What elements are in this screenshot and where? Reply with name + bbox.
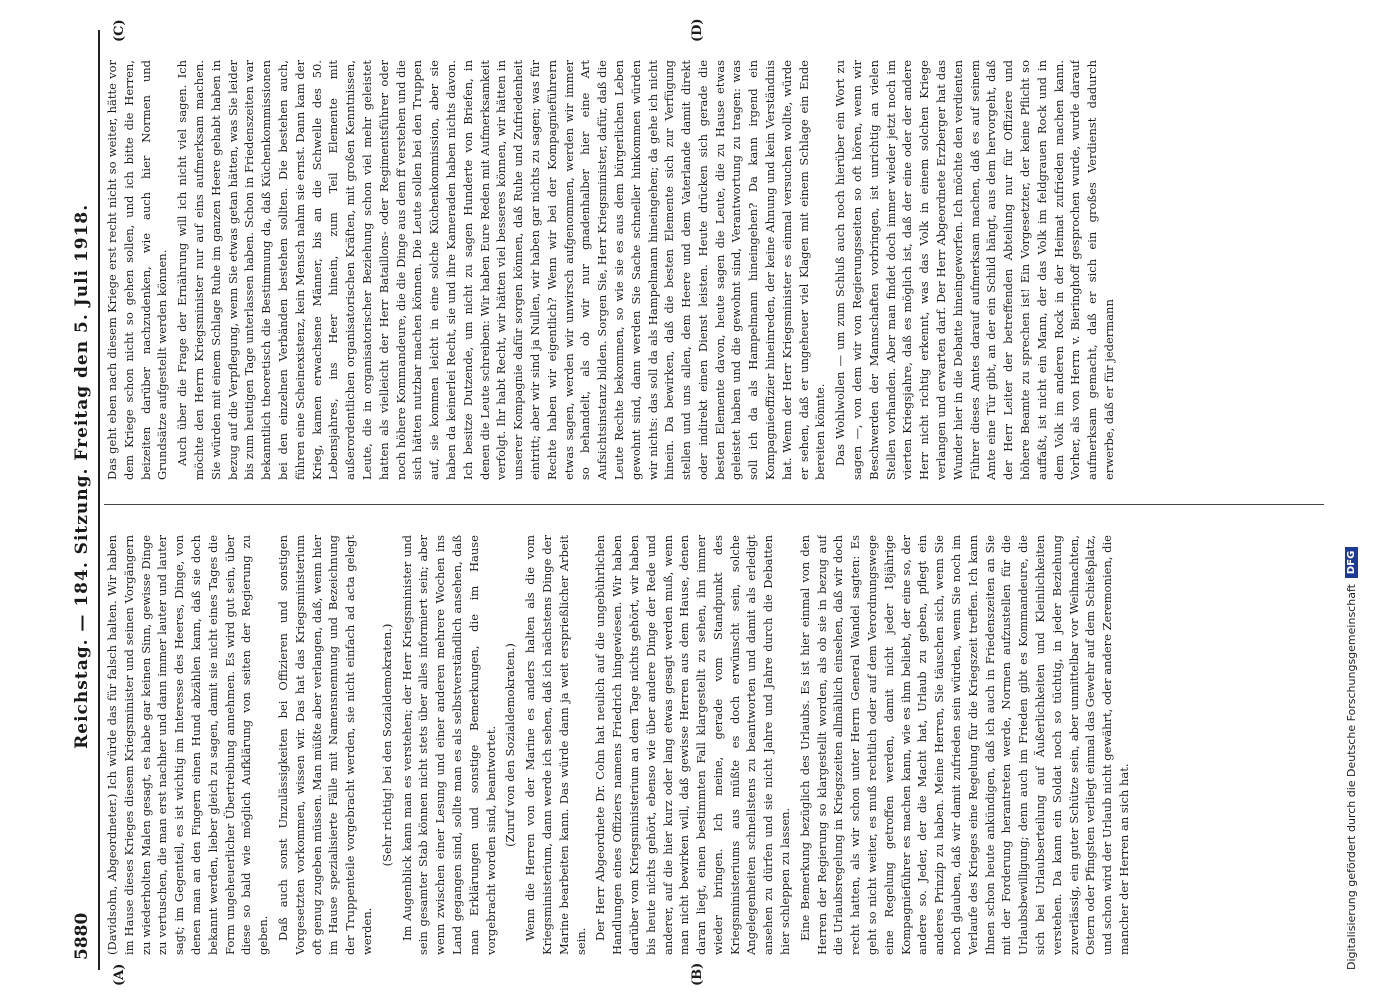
interjection: (Sehr richtig! bei den Sozialdemokraten.) [379, 623, 394, 867]
margin-marker-c: (C) [112, 19, 127, 42]
paragraph: Im Augenblick kann man es verstehen; der Herr Kriegsminister und sein gesamter Stab können nicht stets über alles informiert sein; aber wenn zwischen einer Lesung und einer anderen mehrere Wochen ins Land gegangen sind, sollte man es als selbstverständlich ansehen, daß man Erklärungen und sonstige Bemerkungen, die im Hause vorgebracht worden sind, beantwortet. [399, 535, 498, 955]
dfg-logo: DFG [1345, 547, 1358, 578]
paragraph: Das Wohlwollen — um zum Schluß auch noch hierüber ein Wort zu sagen —, von dem wir von Regierungsseiten so oft hören, wenn wir Beschwerden der Mannschaften vorbringen, ist unrichtig an vielen Stellen vorhanden. Aber man findet doch immer wieder jetzt noch im vierten Kriegsjahre, daß es möglich ist, daß der eine oder der andere Herr nicht richtig erkennt, was das Volk in einem solchen Kriege verlangen und erwarten darf. Der Herr Abgeordnete Erzberger hat das Wunder hier in die Debatte hineingeworfen. Ich möchte den verdienten Führer dieses Amtes darauf aufmerksam machen, daß es auf seinem Amte eine Tür gibt, an der ein Schild hängt, aus dem hervorgeht, daß der Herr Leiter der betreffenden Abteilung nur für Offiziere und höhere Beamte zu sprechen ist! Ein Vorgesetzter, der keine Pflicht so auffaßt, ist nicht ein Mann, der das Volk im feldgrauen Rock und in dem Volk im anderen Rock in der Heimat zufrieden machen kann. Vorher, als von Herrn v. Bieringhoff gesprochen wurde, wurde darauf aufmerksam gemacht, daß er sich ein großes Verdienst dadurch erwerbe, daß er für jedermann [833, 60, 1117, 480]
margin-marker-d: (D) [690, 18, 705, 42]
margin-marker-a: (A) [112, 963, 127, 986]
column-divider [104, 504, 1324, 505]
paragraph: Der Herr Abgeordnete Dr. Cohn hat neulich auf die ungebührlichen Handlungen eines Offiziers namens Friedrich hingewiesen. Wir haben darüber vom Kriegsministerium an dem Tage nichts gehört, wir haben bis heute nichts gehört, ebenso wie über andere Dinge der Rede und anderer, auf die hier kurz oder lang etwas gesagt werden muß, wenn man nicht bewirken will, daß gewisse Herren aus dem Hause, denen daran liegt, einen bestimmten Fall klargestellt zu sehen, ihn immer wieder bringen. Ich meine, gerade vom Standpunkt des Kriegsministeriums aus müßte es doch erwünscht sein, solche Angelegenheiten schnellstens zu beantworten und damit als erledigt ansehen zu dürfen und sie nicht Jahre und Jahre durch die Debatten hier schleppen zu lassen. [593, 535, 793, 955]
page-footer [1345, 30, 1358, 970]
paragraph: Wenn die Herren von der Marine es anders halten als die vom Kriegsministerium, dann werde ich sehen, daß ich nächstens Dinge der Marine bearbeiten kann. Das würde dann ja weit ersprießlicher Arbeit sein. [523, 535, 588, 955]
margin-marker-b: (B) [690, 962, 705, 986]
running-title: Reichstag. — 184. Sitzung. Freitag den 5. Juli 1918. [72, 203, 92, 749]
paragraph: (Davidsohn, Abgeordneter.) Ich würde das für falsch halten. Wir haben im Hause dieses Krieges diesem Kriegsminister und seinen Vorgängern zu wiederholten Malen gesagt, es habe gar keinen Sinn, gewisse Dinge zu vertuschen, die man erst nachher und dann immer lauter und lauter sagt; im Gegenteil, es ist wichtig im Interesse des Heeres, Dinge, von denen man an den Fingern einen Hund abzählen kann, daß sie doch bekannt werden, lieber gleich zu sagen, damit sie nicht eines Tages die Form ungeheuerlicher Übertreibung annehmen. Es wird gut sein, über diese so bald wie möglich Aufklärung von seiten der Regierung zu geben. [105, 535, 271, 955]
interjection: (Zuruf von den Sozialdemokraten.) [503, 643, 518, 847]
page-header [68, 40, 96, 960]
right-column [104, 60, 1319, 480]
paragraph: Daß auch sonst Unzulässigkeiten bei Offizieren und sonstigen Vorgesetzten vorkommen, wissen wir. Das hat das Kriegsministerium oft genug zugeben müssen. Man müßte aber verlangen, daß, wenn hier im Hause spezialisierte Fälle mit Namensnennung und Bezeichnung der Truppenteile vorgebracht werden, sie nicht einfach ad acta gelegt werden. [275, 535, 374, 955]
footer-credit: Digitalisierung gefördert durch die Deutsche Forschungsgemeinschaft [1345, 584, 1358, 970]
page-number: 5880 [72, 912, 92, 960]
paragraph: Das geht eben nach diesem Kriege erst recht nicht so weiter, hätte vor dem Kriege schon nicht so gehen sollen, und ich bitte die Herren, beizeiten darüber nachzudenken, wie auch hier Normen und Grundsätze aufgestellt werden können. [105, 60, 170, 480]
left-column [104, 535, 1319, 955]
paragraph: Auch über die Frage der Ernährung will ich nicht viel sagen. Ich möchte den Herrn Kriegsminister nur auf eins aufmerksam machen. Sie würden mit einem Schlage Ruhe im ganzen Heere gehabt haben in bezug auf die Verpflegung, wenn Sie etwas getan hätten, was Sie leider bis zum heutigen Tage unterlassen haben. Schon in Friedenszeiten war bekanntlich theoretisch die Bestimmung da, daß Küchenkommissionen bei den einzelnen Verbänden bestehen sollten. Die bestehen auch, führen eine Scheinexistenz, kein Mensch nahm sie ernst. Dann kam der Krieg, kamen erwachsene Männer, bis an die Schwelle des 50. Lebensjahres, ins Heer hinein, zum Teil Elemente mit außerordentlichen organisatorischen Kräften, mit großen Kenntnissen, Leute, die in organisatorischer Beziehung schon viel mehr geleistet hatten als vielleicht der Herr Bataillons- oder Regimentsführer oder noch höhere Kommandeure, die die Dinge aus dem ff verstehen und die sich hätten nutzbar machen können. Die Leute sollen bei den Truppen auf, sie kommen leicht in eine solche Küchenkommission, aber sie haben da keinerlei Recht, sie und ihre Kameraden haben nichts davon. Ich besitze Dutzende, um nicht zu sagen Hunderte von Briefen, in denen die Leute schreiben: Wir haben Eure Reden mit Aufmerksamkeit verfolgt. Ihr habt Recht, wir hätten viel besseres können, wir hätten in unserer Kompagnie dafür sorgen können, daß Ruhe und Zufriedenheit eintritt; aber wir sind ja Nullen, wir haben gar nichts zu sagen; was für Rechte haben wir eigentlich? Wenn wir bei der Kompagnieführern etwas sagen, werden wir unwirsch aufgenommen, werden wir immer so behandelt, als ob wir nur gnadenhalber hier eine Art Aufsichtsinstanz bilden. Sorgen Sie, Herr Kriegsminister, dafür, daß die Leute Rechte bekommen, so wie sie es aus dem bürgerlichen Leben gewohnt sind, dann werden Sie Sache schneller hinkommen würden wir nichts: das soll da als Hampelmann hineingehen; da gehe ich nicht hinein. Da bewirken, daß die besten Elemente sich zur Verfügung stellen und uns allen, dem Heere und dem Vaterlande damit direkt oder indirekt einen Dienst leisten. Heute drücken sich gerade die besten Elemente davon, heute sagen die Leute, die zu Hause etwas geleistet haben und die gewohnt sind, Verantwortung zu tragen: was soll ich da als Hampelmann hineingehen? Da kann irgend ein Kompagnieoffizier hineinreden, der keine Ahnung und kein Verständnis hat. Wenn der Herr Kriegsminister es einmal versuchen wollte, würde er sehen, daß er ungeheuer viel Klagen mit einem Schlage ein Ende bereiten könnte. [175, 60, 828, 480]
paragraph: Eine Bemerkung bezüglich des Urlaubs. Es ist hier einmal von den Herren der Regierung so klargestellt worden, als ob sie in bezug auf die Urlaubsregelung in Kriegszeiten allmählich einsehen, daß wir doch recht hatten, als wir schon unter Herrn General Wandel sagten: Es geht so nicht weiter, es muß rechtlich oder auf dem Verordnungswege eine Regelung getroffen werden, damit nicht jeder 18jährige Kompagnieführer es machen kann, wie es ihm beliebt, der eine so, der andere so. Jeder, der die Macht hat, Urlaub zu geben, pflegt ein anderes Prinzip zu haben. Meine Herren, Sie täuschen sich, wenn Sie noch glauben, daß wir damit zufrieden sein würden, wenn Sie noch im Verlaufe des Krieges eine Regelung für die Kriegszeit treffen. Ich kann Ihnen schon heute ankündigen, daß ich auch in Friedenszeiten an Sie mit der Forderung herantreten werde, Normen aufzustellen für die Urlaubsbewilligung; denn auch im Frieden gibt es Kommandeure, die sich bei Urlaubserteilung auf Äußerlichkeiten und Kleinlichkeiten verstehen. Da kann ein Soldat noch so tüchtig, in jeder Beziehung zuverlässig, ein guter Schütze sein, aber unmittelbar vor Weihnachten, Ostern oder Pfingsten verliegt einmal das Gewehr auf dem Schießplatz, und schon wird der Urlaub nicht gewährt, oder andere Zeremonien, die mancher der Herren an sich hat. [797, 535, 1132, 955]
header-rule [98, 30, 100, 970]
